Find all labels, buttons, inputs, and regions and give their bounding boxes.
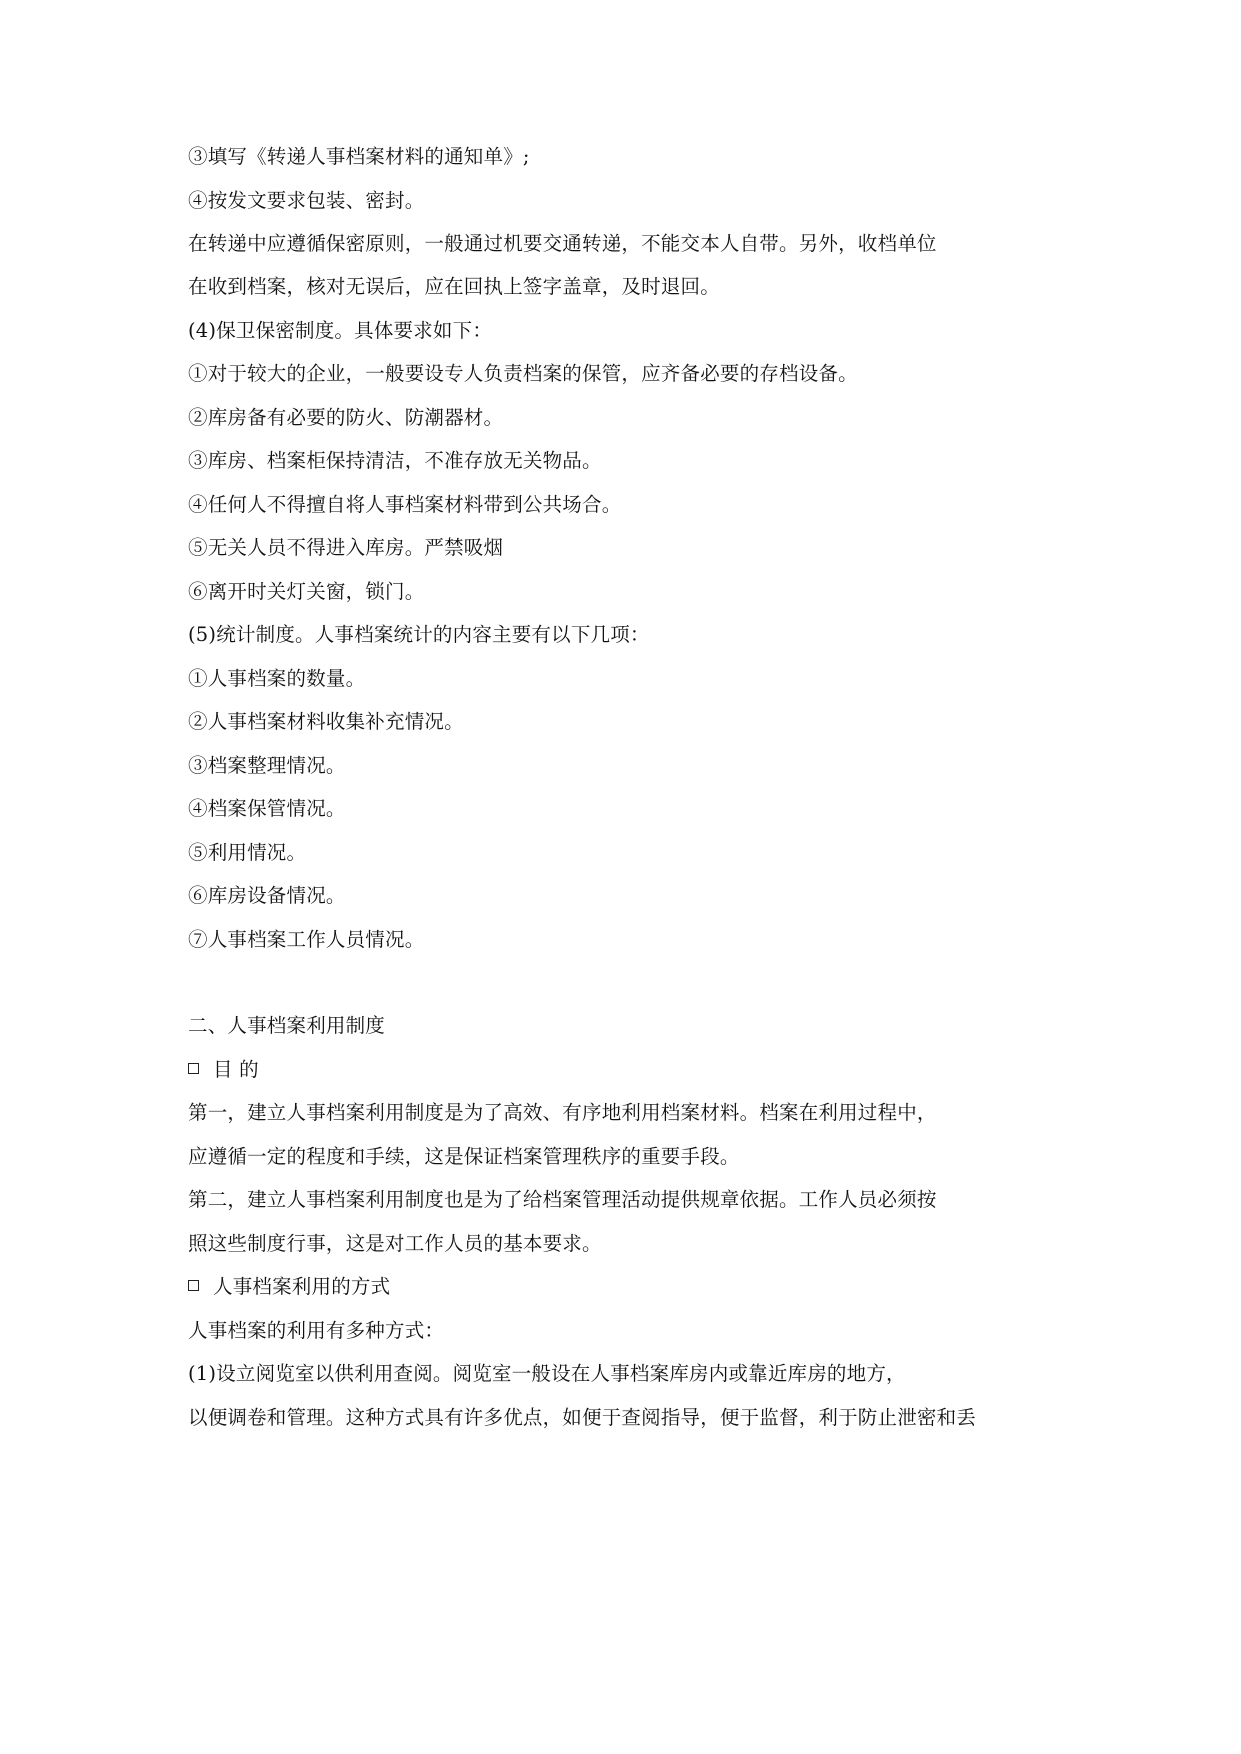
paragraph-line: 第一，建立人事档案利用制度是为了高效、有序地利用档案材料。档案在利用过程中， [188,1101,937,1124]
bullet-heading [188,1274,390,1300]
list-item: ⑤无关人员不得进入库房。严禁吸烟 [188,536,504,559]
paragraph-line: (1)设立阅览室以供利用查阅。阅览室一般设在人事档案库房内或靠近库房的地方， [188,1362,906,1385]
list-item: ④按发文要求包装、密封。 [188,189,425,212]
list-item: ④任何人不得擅自将人事档案材料带到公共场合。 [188,493,622,516]
list-item: ③库房、档案柜保持清洁，不准存放无关物品。 [188,449,602,472]
list-item: ②人事档案材料收集补充情况。 [188,710,464,733]
paragraph-line: 在收到档案，核对无误后，应在回执上签字盖章，及时退回。 [188,275,720,298]
subsection-heading: (5)统计制度。人事档案统计的内容主要有以下几项： [188,623,650,646]
list-item: ⑥库房设备情况。 [188,884,346,907]
paragraph-line: 在转递中应遵循保密原则，一般通过机要交通转递，不能交本人自带。另外，收档单位 [188,232,937,255]
paragraph-line: 应遵循一定的程度和手续，这是保证档案管理秩序的重要手段。 [188,1145,740,1168]
paragraph-line: 照这些制度行事，这是对工作人员的基本要求。 [188,1232,602,1255]
bullet-heading-label: 人事档案利用的方式 [213,1275,391,1298]
list-item: ⑥离开时关灯关窗，锁门。 [188,580,425,603]
paragraph-line: 以便调卷和管理。这种方式具有许多优点，如便于查阅指导，便于监督，利于防止泄密和丢 [188,1406,977,1429]
list-item: ③填写《转递人事档案材料的通知单》; [188,145,530,168]
bullet-heading-label: 目 的 [213,1058,259,1081]
subsection-heading: (4)保卫保密制度。具体要求如下： [188,319,493,342]
bullet-heading [188,1057,259,1083]
list-item: ⑤利用情况。 [188,841,307,864]
section-heading: 二、人事档案利用制度 [188,1014,386,1037]
list-item: ②库房备有必要的防火、防潮器材。 [188,406,504,429]
square-bullet-icon [188,1063,199,1074]
list-item: ④档案保管情况。 [188,797,346,820]
square-bullet-icon [188,1280,199,1291]
list-item: ①人事档案的数量。 [188,667,366,690]
list-item: ①对于较大的企业，一般要设专人负责档案的保管，应齐备必要的存档设备。 [188,362,858,385]
list-item: ⑦人事档案工作人员情况。 [188,928,425,951]
paragraph-line: 第二，建立人事档案利用制度也是为了给档案管理活动提供规章依据。工作人员必须按 [188,1188,937,1211]
paragraph-line: 人事档案的利用有多种方式： [188,1319,445,1342]
list-item: ③档案整理情况。 [188,754,346,777]
